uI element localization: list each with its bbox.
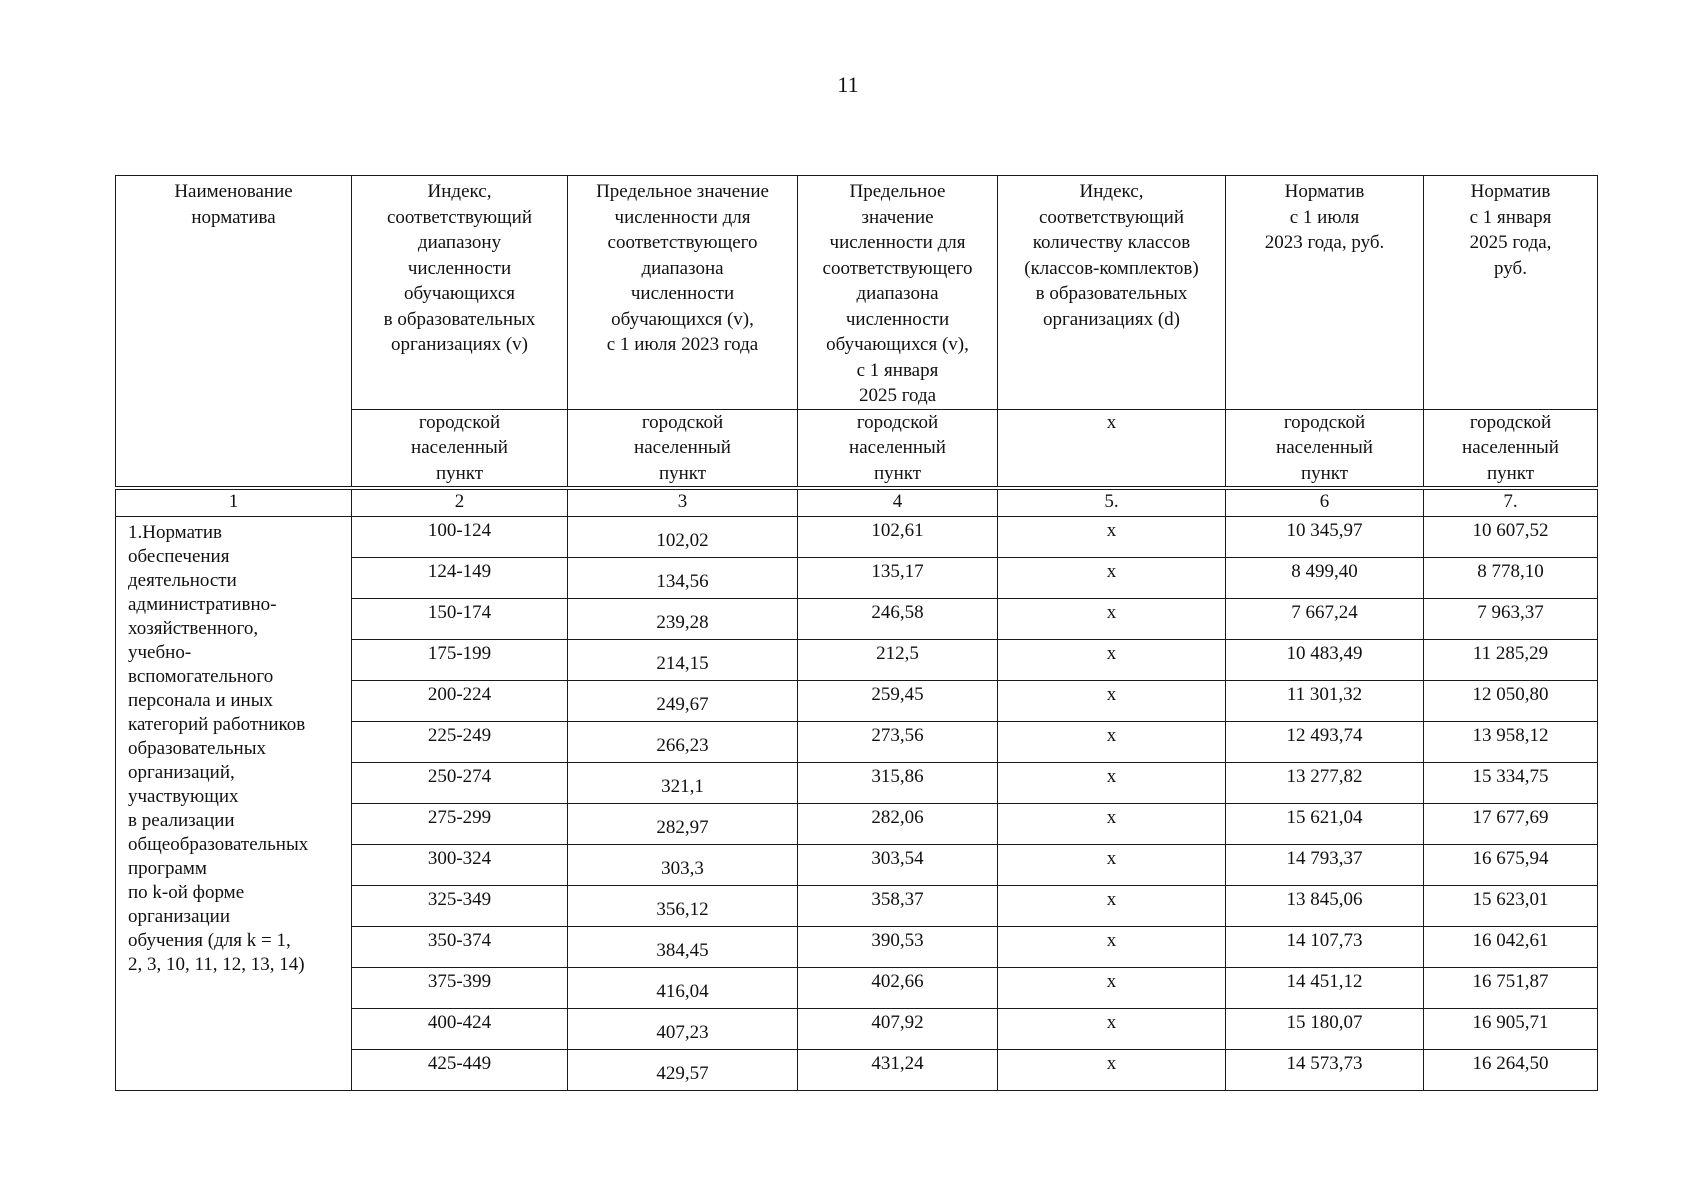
cell-limit-2025: 315,86 — [798, 763, 998, 804]
cell-class-index: х — [998, 1009, 1226, 1050]
cell-limit-2023: 416,04 — [568, 968, 798, 1009]
cell-limit-2025: 431,24 — [798, 1050, 998, 1091]
subheader-norm-2025: городской населенный пункт — [1424, 409, 1598, 488]
cell-norm-2025: 16 905,71 — [1424, 1009, 1598, 1050]
cell-norm-2025: 16 042,61 — [1424, 927, 1598, 968]
cell-norm-2025: 11 285,29 — [1424, 640, 1598, 681]
header-limit-2025: Предельное значение численности для соответствующего диапазона численности обучающихся (v), с 1 января 2025 года — [798, 176, 998, 410]
cell-class-index: х — [998, 763, 1226, 804]
cell-norm-2023: 13 277,82 — [1226, 763, 1424, 804]
column-number: 7. — [1424, 488, 1598, 517]
cell-class-index: х — [998, 599, 1226, 640]
cell-limit-2025: 390,53 — [798, 927, 998, 968]
cell-student-range: 400-424 — [352, 1009, 568, 1050]
cell-student-range: 375-399 — [352, 968, 568, 1009]
table-row — [116, 517, 1598, 558]
cell-norm-2023: 12 493,74 — [1226, 722, 1424, 763]
cell-limit-2023: 249,67 — [568, 681, 798, 722]
cell-limit-2023: 102,02 — [568, 517, 798, 558]
subheader-limit-2023: городской населенный пункт — [568, 409, 798, 488]
subheader-class-index: х — [998, 409, 1226, 488]
cell-norm-2023: 10 345,97 — [1226, 517, 1424, 558]
cell-norm-2025: 13 958,12 — [1424, 722, 1598, 763]
cell-norm-2025: 12 050,80 — [1424, 681, 1598, 722]
column-number: 3 — [568, 488, 798, 517]
cell-limit-2025: 358,37 — [798, 886, 998, 927]
cell-student-range: 425-449 — [352, 1050, 568, 1091]
cell-student-range: 124-149 — [352, 558, 568, 599]
cell-limit-2023: 134,56 — [568, 558, 798, 599]
cell-norm-2025: 16 264,50 — [1424, 1050, 1598, 1091]
cell-class-index: х — [998, 845, 1226, 886]
header-limit-2023: Предельное значение численности для соответствующего диапазона численности обучающихся (v), с 1 июля 2023 года — [568, 176, 798, 410]
cell-student-range: 100-124 — [352, 517, 568, 558]
cell-limit-2023: 429,57 — [568, 1050, 798, 1091]
subheader-norm-2023: городской населенный пункт — [1226, 409, 1424, 488]
cell-limit-2023: 239,28 — [568, 599, 798, 640]
cell-norm-2023: 13 845,06 — [1226, 886, 1424, 927]
cell-norm-2025: 8 778,10 — [1424, 558, 1598, 599]
cell-limit-2025: 273,56 — [798, 722, 998, 763]
cell-class-index: х — [998, 722, 1226, 763]
cell-limit-2023: 321,1 — [568, 763, 798, 804]
cell-class-index: х — [998, 927, 1226, 968]
cell-limit-2025: 303,54 — [798, 845, 998, 886]
subheader-student-index: городской населенный пункт — [352, 409, 568, 488]
cell-norm-2023: 10 483,49 — [1226, 640, 1424, 681]
header-norm-2023: Норматив с 1 июля 2023 года, руб. — [1226, 176, 1424, 410]
cell-student-range: 200-224 — [352, 681, 568, 722]
cell-norm-2025: 15 623,01 — [1424, 886, 1598, 927]
cell-student-range: 275-299 — [352, 804, 568, 845]
cell-norm-2023: 14 451,12 — [1226, 968, 1424, 1009]
norm-name-cell: 1.Норматив обеспечения деятельности административно- хозяйственного, учебно- вспомогательного персонала и иных категорий работников образовательных организаций, участвующих в реализации общеобразовательных программ по k-ой форме организации обучения (для k = 1, 2, 3, 10, 11, 12, 13, 14) — [116, 517, 352, 1091]
column-number: 5. — [998, 488, 1226, 517]
column-number-row — [116, 488, 1598, 517]
header-norm-name: Наименование норматива — [116, 176, 352, 489]
cell-limit-2025: 259,45 — [798, 681, 998, 722]
cell-limit-2023: 266,23 — [568, 722, 798, 763]
cell-limit-2025: 135,17 — [798, 558, 998, 599]
cell-limit-2023: 356,12 — [568, 886, 798, 927]
normative-table — [115, 175, 1598, 1091]
cell-norm-2025: 7 963,37 — [1424, 599, 1598, 640]
cell-norm-2023: 15 621,04 — [1226, 804, 1424, 845]
cell-norm-2025: 16 675,94 — [1424, 845, 1598, 886]
cell-student-range: 175-199 — [352, 640, 568, 681]
cell-class-index: х — [998, 517, 1226, 558]
cell-norm-2023: 15 180,07 — [1226, 1009, 1424, 1050]
cell-limit-2025: 246,58 — [798, 599, 998, 640]
cell-class-index: х — [998, 681, 1226, 722]
cell-limit-2023: 384,45 — [568, 927, 798, 968]
cell-class-index: х — [998, 640, 1226, 681]
cell-limit-2023: 407,23 — [568, 1009, 798, 1050]
cell-limit-2023: 303,3 — [568, 845, 798, 886]
cell-limit-2025: 102,61 — [798, 517, 998, 558]
cell-norm-2023: 8 499,40 — [1226, 558, 1424, 599]
header-norm-2025: Норматив с 1 января 2025 года, руб. — [1424, 176, 1598, 410]
column-number: 6 — [1226, 488, 1424, 517]
header-class-index: Индекс, соответствующий количеству классов (классов-комплектов) в образовательных организациях (d) — [998, 176, 1226, 410]
cell-student-range: 350-374 — [352, 927, 568, 968]
header-student-index: Индекс, соответствующий диапазону численности обучающихся в образовательных организациях (v) — [352, 176, 568, 410]
cell-limit-2023: 282,97 — [568, 804, 798, 845]
page-number: 11 — [837, 72, 859, 97]
column-number: 2 — [352, 488, 568, 517]
cell-norm-2023: 7 667,24 — [1226, 599, 1424, 640]
cell-limit-2025: 212,5 — [798, 640, 998, 681]
column-number: 1 — [116, 488, 352, 517]
cell-norm-2025: 16 751,87 — [1424, 968, 1598, 1009]
cell-norm-2025: 17 677,69 — [1424, 804, 1598, 845]
cell-student-range: 300-324 — [352, 845, 568, 886]
cell-student-range: 250-274 — [352, 763, 568, 804]
subheader-limit-2025: городской населенный пункт — [798, 409, 998, 488]
cell-class-index: х — [998, 968, 1226, 1009]
column-number: 4 — [798, 488, 998, 517]
cell-class-index: х — [998, 1050, 1226, 1091]
cell-norm-2023: 14 793,37 — [1226, 845, 1424, 886]
cell-limit-2025: 407,92 — [798, 1009, 998, 1050]
cell-class-index: х — [998, 804, 1226, 845]
cell-student-range: 150-174 — [352, 599, 568, 640]
cell-student-range: 225-249 — [352, 722, 568, 763]
cell-class-index: х — [998, 886, 1226, 927]
cell-student-range: 325-349 — [352, 886, 568, 927]
header-row — [116, 176, 1598, 410]
cell-norm-2023: 14 573,73 — [1226, 1050, 1424, 1091]
cell-limit-2025: 282,06 — [798, 804, 998, 845]
cell-norm-2025: 15 334,75 — [1424, 763, 1598, 804]
cell-norm-2023: 11 301,32 — [1226, 681, 1424, 722]
cell-class-index: х — [998, 558, 1226, 599]
cell-norm-2025: 10 607,52 — [1424, 517, 1598, 558]
cell-norm-2023: 14 107,73 — [1226, 927, 1424, 968]
cell-limit-2025: 402,66 — [798, 968, 998, 1009]
cell-limit-2023: 214,15 — [568, 640, 798, 681]
